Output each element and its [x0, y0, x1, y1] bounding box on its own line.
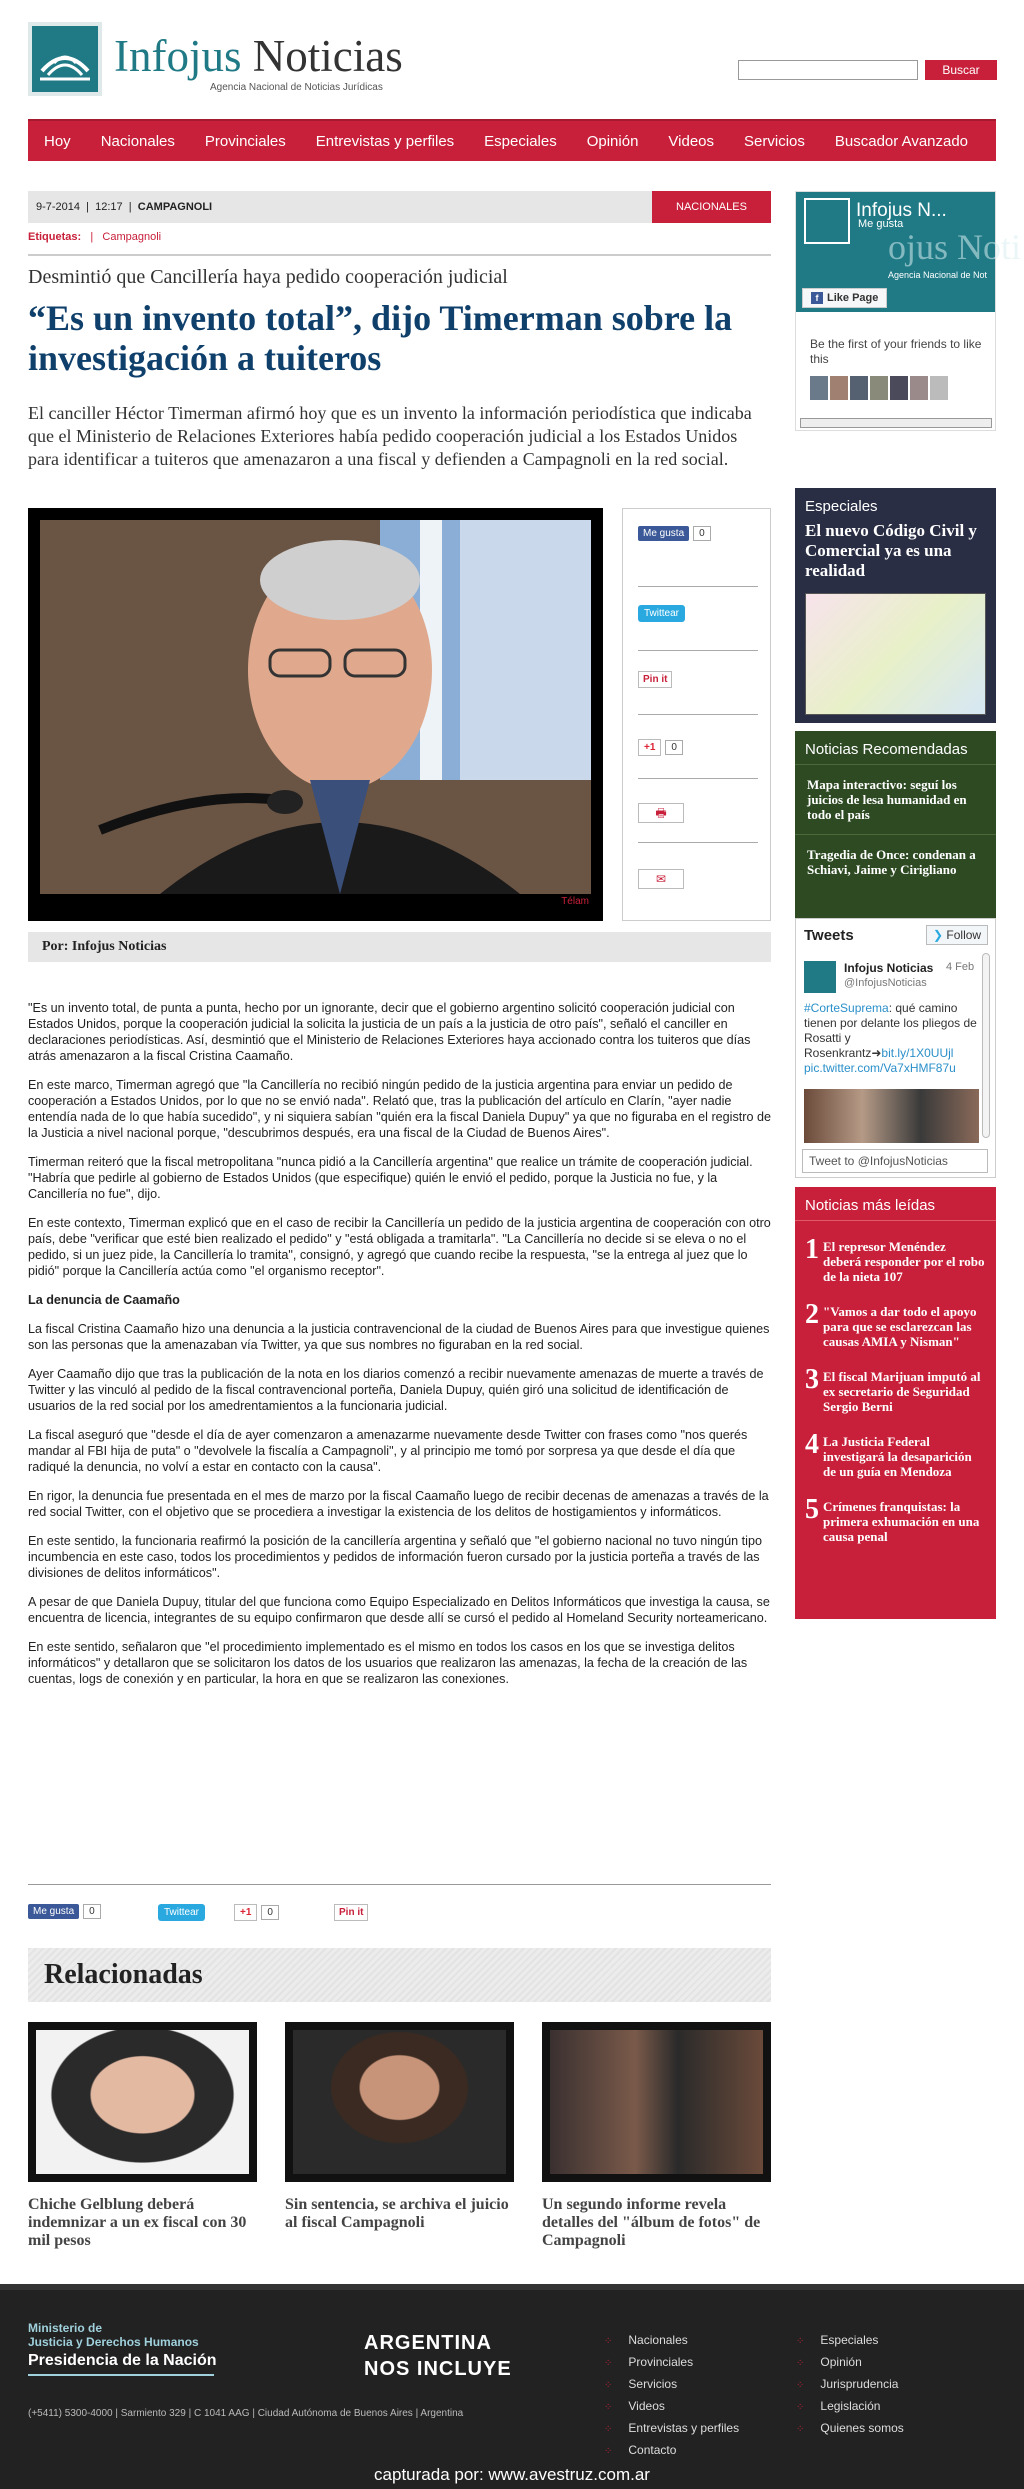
mas-leida-title: "Vamos a dar todo el apoyo para que se esclarezcan las causas AMIA y Nisman" — [823, 1304, 977, 1349]
paragraph: En este marco, Timerman agregó que "la Cancillería no recibió ningún pedido de la justicia argentina para enviar un pedido de cooperación a Estados Unidos, por lo que no se envió nada". Relató que, tras la publicación del artículo en Clarín, "ayer nadie entendía nada de lo que había sucedido", y ni siquiera sabían "quién era la fiscal Daniela Dupuy" ya que no figuraba en el registro de la Justicia a nivel nacional porque, "descubrimos después, era una fiscal de la Ciudad de Buenos Aires". — [28, 1078, 771, 1140]
nav-item-servicios[interactable]: Servicios — [744, 132, 805, 150]
especiales-title[interactable]: El nuevo Código Civil y Comercial ya es una realidad — [805, 521, 977, 580]
footer-link[interactable]: Nacionales — [628, 2333, 688, 2347]
logo-icon[interactable] — [28, 22, 102, 96]
divider — [28, 1884, 771, 1885]
nav-item-videos[interactable]: Videos — [668, 132, 715, 150]
bullet-icon: ⁘ — [604, 2424, 615, 2435]
article-title: “Es un invento total”, dijo Timerman sobre la investigación a tuiteros — [28, 298, 733, 378]
site-footer — [0, 2284, 1024, 2489]
bullet-icon: ⁘ — [796, 2358, 807, 2369]
twitter-widget — [795, 918, 996, 1178]
avatar[interactable] — [930, 376, 948, 400]
article-meta-bar: 9-7-2014 | 12:17 | CAMPAGNOLI — [28, 191, 771, 223]
article-body — [28, 1000, 771, 1700]
bullet-icon: ⁘ — [796, 2424, 807, 2435]
share-row-twitter — [638, 587, 758, 651]
fb-friends-text: Be the first of your friends to like this — [810, 337, 982, 366]
nav-item-entrevistas[interactable]: Entrevistas y perfiles — [315, 132, 455, 150]
facebook-like-button[interactable]: Me gusta — [28, 1904, 79, 1919]
related-item[interactable] — [542, 2022, 771, 2250]
facebook-page-widget — [795, 191, 1022, 431]
fb-like-page-button[interactable] — [802, 288, 887, 308]
avatar[interactable] — [890, 376, 908, 400]
article-kicker: Desmintió que Cancillería haya pedido cooperación judicial — [28, 266, 508, 288]
nav-item-opinion[interactable]: Opinión — [586, 132, 639, 150]
tweet-pic-link[interactable]: pic.twitter.com/Va7xHMF87u — [804, 1061, 956, 1075]
twitter-follow-button[interactable] — [926, 925, 988, 945]
argentina-logo-line-2: NOS INCLUYE — [364, 2358, 512, 2380]
fb-page-name[interactable]: Infojus N... — [856, 200, 947, 221]
mas-leida-item[interactable] — [795, 1489, 996, 1554]
bullet-icon: ⁘ — [604, 2402, 615, 2413]
paragraph: La fiscal aseguró que "desde el día de ayer comenzaron a amenazarme nuevamente desde Twitter con frases como "nos querés mandar al FBI hija de puta" o "devolvele la fiscalía a Campagnoli", y al principio me tomó por sorpresa ya que desde el día que radiqué la denuncia, no volví a estar en contacto con la causa". — [28, 1428, 748, 1474]
related-heading: Relacionadas — [28, 1948, 771, 2002]
footer-link[interactable]: Jurisprudencia — [820, 2377, 899, 2391]
facebook-like-count: 0 — [693, 526, 711, 541]
paragraph: En este sentido, señalaron que "el procedimiento implementado es el mismo en todos los casos en los que se investiga delitos informáticos" y detallaron que se solicitaron los datos de los usuarios que realizaron las amenazas, la fecha de la creación de las cuentas, logs de conexión y en particular, la hora en que se realizaron las conexiones. — [28, 1640, 748, 1686]
share-row-pinterest — [638, 651, 758, 715]
twitter-share-button[interactable]: Twittear — [638, 605, 685, 622]
especiales-image[interactable] — [805, 593, 986, 715]
facebook-like-count: 0 — [83, 1904, 101, 1919]
paragraph: En rigor, la denuncia fue presentada en el mes de marzo por la fiscal Caamaño luego de recibir decenas de amenazas a través de la red social Twitter, con el objetivo que se procediera a investigar la existencia de los delitos de hostigamientos y informáticos. — [28, 1489, 769, 1519]
photo-credit: Télam — [561, 896, 589, 907]
share-row-facebook — [638, 523, 758, 587]
share-row-print — [638, 779, 758, 843]
main-nav — [28, 119, 996, 161]
share-panel — [622, 508, 771, 921]
gplus-count: 0 — [665, 740, 683, 755]
share-row-gplus — [638, 715, 758, 779]
fb-page-sub: Me gusta — [858, 218, 904, 230]
related-image — [542, 2022, 771, 2182]
presidency-name[interactable]: Presidencia de la Nación — [28, 2352, 217, 2369]
tweet-to-input[interactable]: Tweet to @InfojusNoticias — [802, 1149, 988, 1173]
section-badge[interactable]: NACIONALES — [652, 191, 771, 223]
captured-watermark: capturada por: www.avestruz.com.ar — [374, 2465, 650, 2484]
avatar[interactable] — [810, 376, 828, 400]
facebook-like-button[interactable]: Me gusta — [638, 526, 689, 541]
article-byline: Por: Infojus Noticias — [28, 932, 771, 962]
bullet-icon: ⁘ — [796, 2380, 807, 2391]
article-lead: El canciller Héctor Timerman afirmó hoy que es un invento la información periodística que indicaba que el Ministerio de Relaciones Exteriores había pedido cooperación judicial a los Estados Unidos para identificar a tuiteros que amenazaron a una fiscal y defienden a Campagnoli en la red social. — [28, 403, 752, 469]
tweet-body: : qué camino tienen por delante los pliegos de Rosatti y Rosenkrantz➜ — [804, 1001, 977, 1060]
fb-faces — [810, 376, 948, 400]
gplus-button[interactable]: +1 — [638, 739, 661, 756]
fb-scrollbar[interactable] — [800, 418, 992, 428]
mas-leida-item[interactable] — [795, 1229, 996, 1294]
site-header — [28, 22, 1000, 100]
pinterest-button[interactable]: Pin it — [334, 1904, 368, 1921]
recomendada-item[interactable]: Mapa interactivo: seguí los juicios de lesa humanidad en todo el país — [795, 764, 996, 834]
article-subhead: La denuncia de Caamaño — [28, 1293, 180, 1307]
paragraph: En este contexto, Timerman explicó que en el caso de recibir la Cancillería un pedido de la justicia argentina de cooperación con otro país, debe "verificar que esté bien realizado el pedido" y "está obligada a tramitarla". "La Cancillería no decide si se eleva o no el pedido, si un juez pide, la Cancillería lo tramita", consignó, y agregó que cuando recibe la respuesta, "se la entrega al juez que lo pidió" porque la Cancillería actúa como "el organismo receptor". — [28, 1216, 771, 1278]
mas-leidas-heading: Noticias más leídas — [795, 1187, 996, 1221]
article-date: 9-7-2014 — [36, 201, 81, 213]
footer-link[interactable]: Quienes somos — [820, 2421, 904, 2435]
bottom-gplus — [234, 1904, 279, 1921]
nav-item-provinciales[interactable]: Provinciales — [204, 132, 286, 150]
paragraph: A pesar de que Daniela Dupuy, titular del que funciona como Equipo Especializado en Delitos Informáticos que investiga la causa, se encuentra de licencia, integrantes de su equipo confirmaron que desde allí se cursó el pedido al Homeland Security norteamericano. — [28, 1595, 770, 1625]
search-button[interactable]: Buscar — [925, 60, 997, 80]
related-title: Chiche Gelblung deberá indemnizar a un ex fiscal con 30 mil pesos — [28, 2196, 247, 2249]
tweet-hashtag[interactable]: #CorteSuprema — [804, 1001, 889, 1015]
rank-number: 1 — [805, 1234, 819, 1265]
bullet-icon: ⁘ — [604, 2446, 615, 2457]
bullet-icon: ⁘ — [604, 2380, 615, 2391]
footer-link[interactable]: Entrevistas y perfiles — [628, 2421, 740, 2435]
footer-link[interactable]: Videos — [628, 2399, 665, 2413]
related-item[interactable] — [285, 2022, 514, 2232]
rank-number: 3 — [805, 1364, 819, 1395]
fb-like-label: Like Page — [827, 292, 879, 304]
avatar[interactable] — [850, 376, 868, 400]
gplus-count: 0 — [261, 1905, 279, 1920]
paragraph: En este sentido, la funcionaria reafirmó la posición de la cancillería argentina y señaló que "el gobierno nacional no tuvo ningún tipo incumbencia en este caso, todos los procedimientos y pedidos de información fueron cursado por la justicia porteña a través de las divisiones de delitos informáticos". — [28, 1534, 762, 1580]
photo-image — [40, 520, 591, 894]
ministry-line-2: Justicia y Derechos Humanos — [28, 2335, 199, 2349]
tweet-author-handle[interactable]: @InfojusNoticias — [844, 977, 927, 989]
share-bar-bottom — [28, 1904, 771, 1926]
mas-leida-title: La Justicia Federal investigará la desaparición de un guía en Mendoza — [823, 1434, 972, 1479]
fb-cover — [796, 192, 1022, 312]
tweets-heading: Tweets — [804, 927, 854, 944]
footer-link[interactable]: Provinciales — [628, 2355, 694, 2369]
tweet-text — [804, 1001, 979, 1076]
fb-page-avatar[interactable] — [804, 198, 850, 244]
mas-leida-item[interactable] — [795, 1424, 996, 1489]
mas-leidas-box — [795, 1187, 996, 1619]
especiales-heading: Especiales — [805, 498, 878, 515]
twitter-bird-icon: ❯ — [933, 928, 944, 942]
logo-word-2: Noticias — [252, 31, 403, 81]
gplus-button[interactable]: +1 — [234, 1904, 257, 1921]
paragraph: Timerman reiteró que la fiscal metropolitana "nunca pidió a la Cancillería argentina" que realice un trámite de cooperación judicial. "Habría que pedirle al gobierno de Estados Unidos (que especifique) quién le envió el pedido, porque la Justicia no fue, y la Cancillería no fue", dijo. — [28, 1155, 753, 1201]
bullet-icon: ⁘ — [604, 2358, 615, 2369]
tweet-link[interactable]: bit.ly/1X0UUjl — [881, 1046, 954, 1060]
nav-item-buscador[interactable]: Buscador Avanzado — [834, 132, 969, 150]
nav-item-nacionales[interactable]: Nacionales — [100, 132, 175, 150]
footer-link[interactable]: Especiales — [820, 2333, 879, 2347]
tweet-image[interactable] — [804, 1089, 979, 1143]
bullet-icon: ⁘ — [796, 2336, 807, 2347]
share-row-email — [638, 843, 758, 907]
tweets-scrollbar[interactable] — [982, 953, 990, 1138]
pinterest-button[interactable]: Pin it — [638, 671, 672, 688]
nav-item-hoy[interactable]: Hoy — [44, 132, 71, 150]
twitter-share-button[interactable]: Twittear — [158, 1904, 205, 1921]
nav-item-especiales[interactable]: Especiales — [484, 132, 557, 150]
especiales-box — [795, 488, 996, 723]
footer-link[interactable]: Legislación — [820, 2399, 881, 2413]
related-image — [285, 2022, 514, 2182]
related-item[interactable] — [28, 2022, 257, 2250]
footer-strip — [0, 2284, 1024, 2290]
fb-cover-sub: Agencia Nacional de Not — [888, 270, 988, 280]
related-image — [28, 2022, 257, 2182]
footer-links-col-1 — [604, 2330, 739, 2462]
mas-leida-title: Crímenes franquistas: la primera exhumación en una causa penal — [823, 1499, 980, 1544]
bottom-facebook — [28, 1904, 101, 1919]
ministry-line-1: Ministerio de — [28, 2321, 103, 2335]
rank-number: 4 — [805, 1429, 819, 1460]
footer-link[interactable]: Opinión — [820, 2355, 862, 2369]
tags-label: Etiquetas: — [28, 231, 82, 243]
mas-leida-title: El represor Menéndez deberá responder por el robo de la nieta 107 — [823, 1239, 985, 1284]
mas-leida-item[interactable] — [795, 1359, 996, 1424]
argentina-logo-line-1: ARGENTINA — [364, 2332, 492, 2354]
rank-number: 5 — [805, 1494, 819, 1525]
fb-cover-text: ojus Noti — [888, 227, 1022, 267]
tag-link[interactable]: Campagnoli — [102, 231, 162, 243]
footer-link[interactable]: Contacto — [628, 2443, 677, 2457]
mas-leida-item[interactable] — [795, 1294, 996, 1359]
avatar[interactable] — [830, 376, 848, 400]
avatar[interactable] — [910, 376, 928, 400]
divider — [28, 2374, 214, 2376]
ministry-name[interactable] — [28, 2321, 199, 2349]
bullet-icon: ⁘ — [796, 2402, 807, 2413]
recomendadas-heading: Noticias Recomendadas — [805, 741, 968, 758]
tags-line: Etiquetas: | Campagnoli — [28, 231, 162, 243]
logo-text[interactable] — [114, 31, 403, 81]
related-title: Un segundo informe revela detalles del "álbum de fotos" de Campagnoli — [542, 2196, 761, 2249]
email-icon[interactable]: ✉ — [638, 869, 684, 889]
logo-tagline: Agencia Nacional de Noticias Jurídicas — [210, 82, 383, 93]
avatar[interactable] — [870, 376, 888, 400]
related-title: Sin sentencia, se archiva el juicio al fiscal Campagnoli — [285, 2196, 509, 2231]
follow-label: Follow — [946, 928, 982, 942]
divider — [28, 254, 771, 256]
avatar[interactable] — [804, 961, 836, 993]
rank-number: 2 — [805, 1299, 819, 1330]
footer-address: (+5411) 5300-4000 | Sarmiento 329 | C 1041 AAG | Ciudad Autónoma de Buenos Aires | Argentina — [28, 2408, 464, 2419]
facebook-icon: f — [811, 292, 823, 304]
article-time: 12:17 — [95, 201, 123, 213]
search-input[interactable] — [738, 60, 918, 80]
tweet-author-name[interactable]: Infojus Noticias — [844, 961, 934, 975]
print-icon[interactable]: 🖶 — [638, 803, 684, 823]
paragraph: "Es un invento total, de punta a punta, hecho por un ignorante, decir que el gobierno argentino solicitó cooperación judicial con Estados Unidos, porque la cooperación judicial la solicita la justicia de un país a la justicia de otro país", señaló el canciller en declaraciones periodísticas. Así, desmintió que el Ministerio de Relaciones Exteriores haya accionado contra los tuiteros que días atrás amenazaron a la fiscal Cristina Caamaño. — [28, 1001, 751, 1063]
article-tag-upper[interactable]: CAMPAGNOLI — [137, 201, 213, 213]
paragraph: Ayer Caamaño dijo que tras la publicación de la nota en los diarios comenzó a recibir nuevamente amenazas de muerte a través de Twitter y las vinculó al pedido de la fiscal contravencional porteña, Daniela Dupuy, quién giró una solicitud de identificación de usuarios de la red social por los amedrentamientos a la funcionaria judicial. — [28, 1367, 764, 1413]
article-photo — [28, 508, 603, 921]
bullet-icon: ⁘ — [604, 2336, 615, 2347]
mas-leida-title: El fiscal Marijuan imputó al ex secretario de Seguridad Sergio Berni — [823, 1369, 981, 1414]
paragraph: La fiscal Cristina Caamaño hizo una denuncia a la justicia contravencional de la ciudad de Buenos Aires para que investigue quienes son las personas que la amenazaban vía Twitter, ya que sus nombres no figuraban en la red social. — [28, 1322, 770, 1352]
footer-links-col-2 — [796, 2330, 904, 2440]
tweet-date[interactable]: 4 Feb — [946, 961, 975, 973]
recomendada-item[interactable]: Tragedia de Once: condenan a Schiavi, Jaime y Cirigliano — [795, 834, 996, 889]
logo-word-1: Infojus — [114, 31, 242, 81]
footer-link[interactable]: Servicios — [628, 2377, 678, 2391]
